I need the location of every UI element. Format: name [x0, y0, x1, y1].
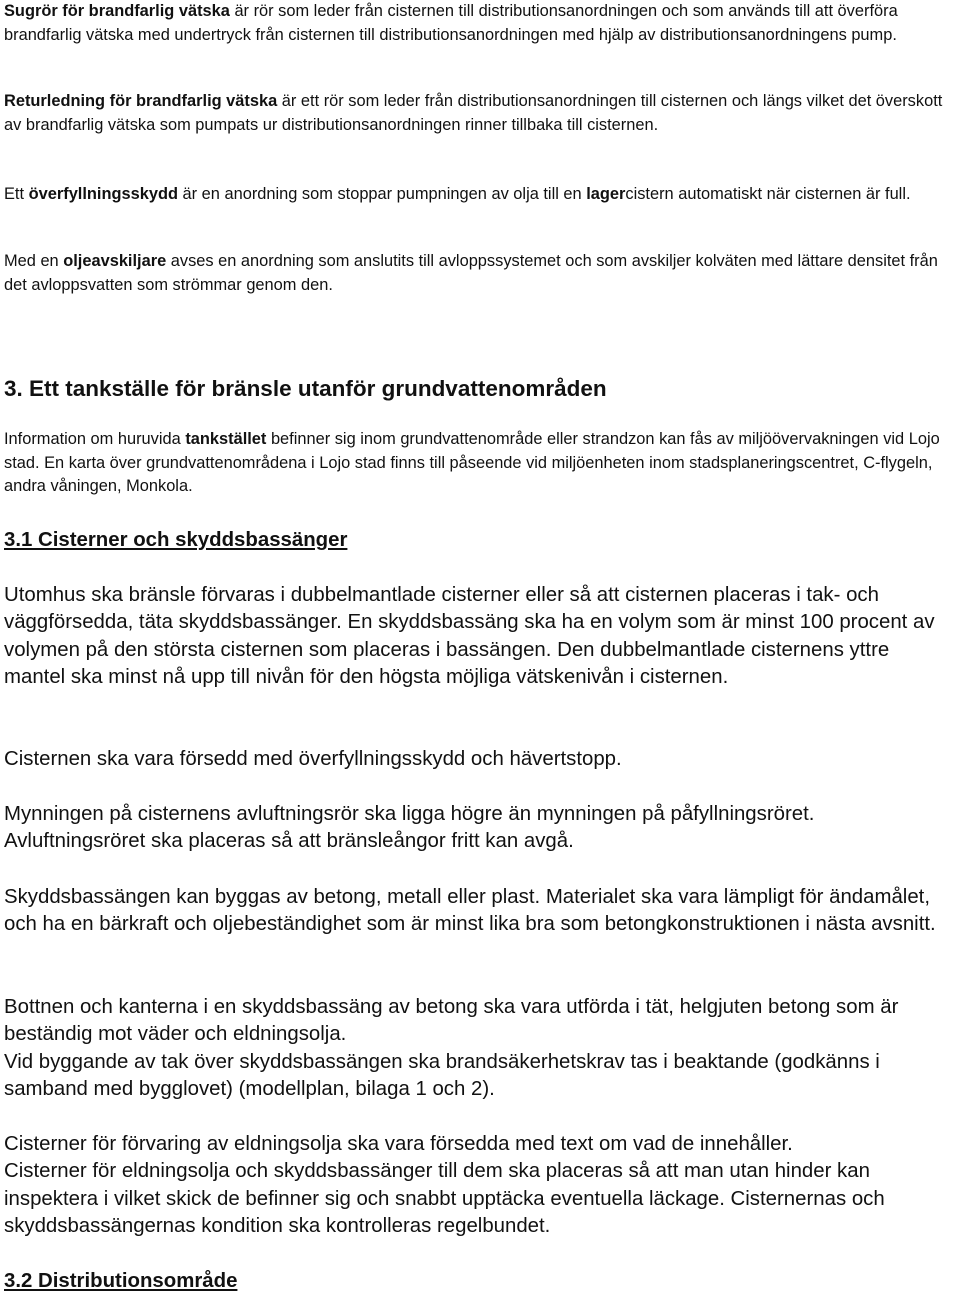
paragraph-cisterner-line2: Cisterner för eldningsolja och skyddsbassänger till dem ska placeras så att man utan hinder kan inspektera i vilket skick de befinner sig och snabbt upptäcka eventuella läckage. Cisternernas och skyddsbassängernas kondition ska kontrolleras regelbundet.: [4, 1160, 885, 1238]
paragraph-cisterner: [4, 1131, 956, 1241]
text-fragment: är en anordning som stoppar pumpningen av olja till en: [178, 185, 587, 203]
term-sugror: Sugrör för brandfarlig vätska: [4, 2, 230, 20]
paragraph-avluftning: [4, 801, 814, 856]
paragraph-cisterner-line1: Cisterner för förvaring av eldningsolja ska vara försedda med text om vad de innehåller.: [4, 1133, 793, 1155]
text-fragment: befinner sig inom grundvattenområde eller strandzon kan fås av miljöövervakningen vid Lojo stad. En karta över grundvattenområdena i Lojo stad finns till påseende vid miljöenheten inom stadsplaneringscentret, C-flygeln, andra våningen, Monkola.: [4, 430, 940, 495]
term-oljeavskiljare: oljeavskiljare: [63, 252, 167, 270]
text-fragment: Ett: [4, 185, 29, 203]
paragraph-oljeavskiljare: [4, 250, 956, 297]
paragraph-material: Skyddsbassängen kan byggas av betong, metall eller plast. Materialet ska vara lämpligt för ändamålet, och ha en bärkraft och oljebeständighet som är minst lika bra som betongkonstruktionen i nästa avsnitt.: [4, 886, 936, 936]
section-heading-3-2: 3.2 Distributionsområde: [4, 1270, 238, 1292]
paragraph-sugror: [4, 0, 956, 47]
paragraph-bottnen-line1: Bottnen och kanterna i en skyddsbassäng av betong ska vara utförda i tät, helgjuten betong som är beständig mot väder och eldningsolja.: [4, 996, 899, 1046]
paragraph-avluftning-line1: Mynningen på cisternens avluftningsrör ska ligga högre än mynningen på påfyllningsröret.: [4, 803, 815, 825]
text-fragment: avses en anordning som anslutits till avloppssystemet och som avskiljer kolväten med lättare densitet från det avloppsvatten som strömmar genom den.: [4, 252, 938, 294]
section-heading-3-1: 3.1 Cisterner och skyddsbassänger: [4, 529, 348, 551]
paragraph-returledning-text: är ett rör som leder från distributionsanordningen till cisternen och längs vilket det överskott av brandfarlig vätska som pumpats ur distributionsanordningen rinner tillbaka till cisternen.: [4, 92, 943, 134]
term-returledning: Returledning för brandfarlig vätska: [4, 92, 278, 110]
text-fragment: Information om huruvida: [4, 430, 186, 448]
term-tankstallet: tankstället: [185, 430, 267, 448]
text-fragment: Med en: [4, 252, 64, 270]
paragraph-returledning: [4, 90, 956, 137]
text-fragment: cistern automatiskt när cisternen är full.: [625, 185, 911, 203]
paragraph-overfyllning: Cisternen ska vara försedd med överfyllningsskydd och hävertstopp.: [4, 748, 622, 770]
paragraph-bottnen-line2: Vid byggande av tak över skyddsbassängen ska brandsäkerhetskrav tas i beaktande (godkänns i samband med bygglovet) (modellplan, bilaga 1 och 2).: [4, 1050, 880, 1101]
paragraph-bottnen: [4, 994, 956, 1104]
paragraph-avluftning-line2: Avluftningsröret ska placeras så att bränsleångor fritt kan avgå.: [4, 830, 574, 853]
term-overfyllningsskydd: överfyllningsskydd: [28, 185, 178, 203]
paragraph-information: [4, 428, 956, 499]
paragraph-utomhus: Utomhus ska bränsle förvaras i dubbelmantlade cisterner eller så att cisternen placeras i tak- och väggförsedda, täta skyddsbassänger. En skyddsbassäng ska ha en volym som är minst 100 procent av volymen på den största cisternen som placeras i bassängen. Den dubbelmantlade cisternens yttre mantel ska minst nå upp till nivån för den högsta möjliga vätskenivån i cisternen.: [4, 584, 935, 689]
paragraph-sugror-text: är rör som leder från cisternen till distributionsanordningen och som används till att överföra brandfarlig vätska med undertryck från cisternen till distributionsanordningen med hjälp av distributionsanordningens pump.: [4, 2, 898, 44]
paragraph-overfyllningsskydd: [4, 183, 911, 207]
term-lager: lager: [586, 185, 626, 203]
section-heading-3: 3. Ett tankställe för bränsle utanför grundvattenområden: [4, 376, 607, 401]
